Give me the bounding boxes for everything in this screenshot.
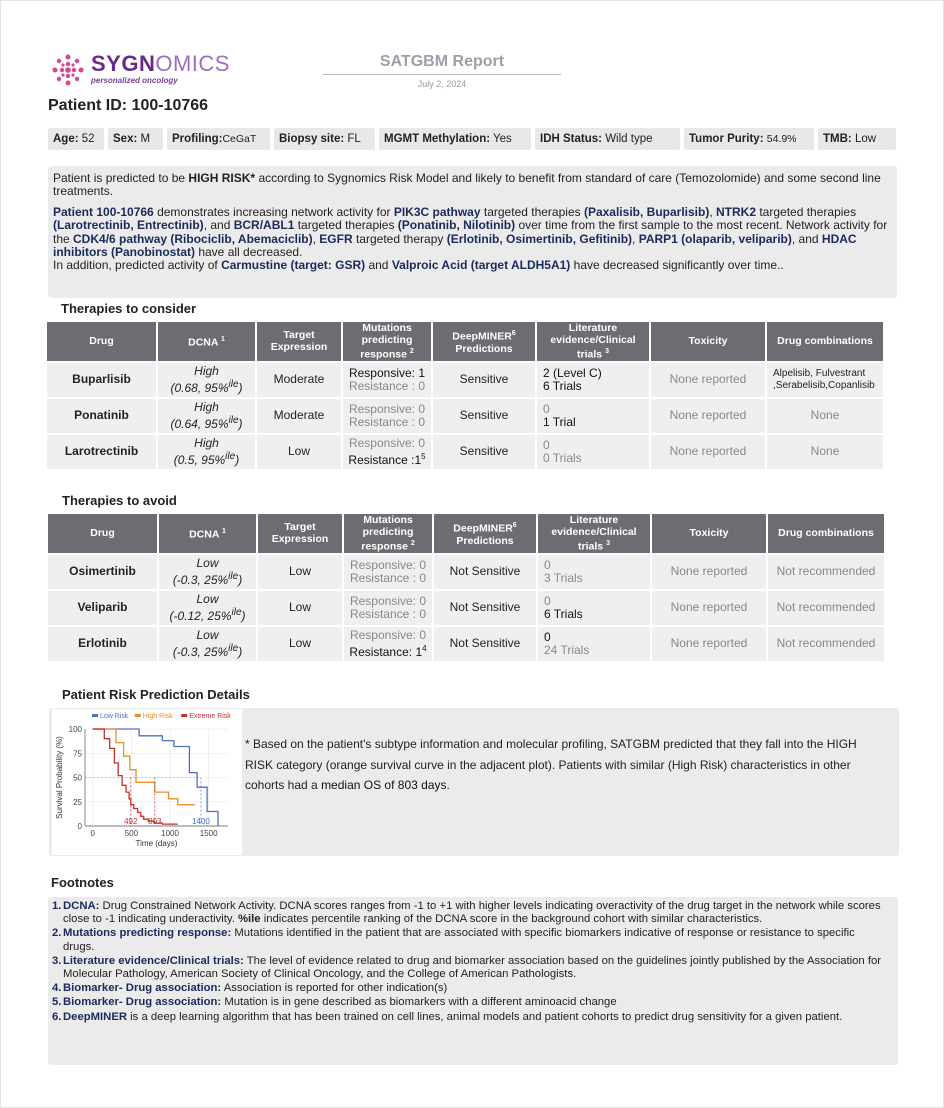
risk-description: * Based on the patient's subtype information and molecular profiling, SATGBM predicted that they fall into the HIGH RISK category (orange survival curve in the adjacent plot). Patients with similar (High Risk) characteristics in other cohorts had a median OS of 803 days.: [245, 737, 857, 792]
header-drug: Drug: [48, 514, 157, 553]
risk-title: Patient Risk Prediction Details: [62, 687, 250, 702]
median-marker-label: 803: [148, 817, 162, 826]
literature-evidence: 0 3 Trials: [538, 555, 650, 589]
mutations-response: Responsive: 0 Resistance : 0: [343, 399, 431, 433]
table-row: [47, 363, 883, 397]
drug-name: Larotrectinib: [47, 435, 156, 469]
table-header-row: [47, 322, 883, 361]
survival-chart: [52, 709, 242, 855]
survival-curve-extreme-risk: [93, 729, 178, 824]
toxicity: None reported: [651, 399, 765, 433]
mutations-response: Responsive: 0 Resistance : 0: [344, 591, 432, 625]
drug-name: Erlotinib: [48, 627, 157, 661]
footnotes-title: Footnotes: [51, 875, 114, 890]
idh-chip: IDH Status: Wild type: [535, 128, 680, 150]
avoid-table: [46, 512, 886, 663]
x-tick-label: 500: [124, 829, 139, 838]
footnote-item: 2. Mutations predicting response: Mutations identified in the patient that are associated with specific biomarkers indicative of response or resistance to specific drugs.: [52, 927, 855, 953]
target-expression: Low: [258, 555, 342, 589]
table-row: [48, 591, 884, 625]
chart-legend: [92, 713, 231, 720]
deepminer-prediction: Sensitive: [433, 399, 535, 433]
drug-combinations: Not recommended: [768, 627, 884, 661]
mutations-response: Responsive: 0 Resistance: $1^4$: [344, 627, 432, 661]
header-toxicity: Toxicity: [652, 514, 766, 553]
x-tick-label: 1000: [161, 829, 179, 838]
footnote-item: 1. DCNA: Drug Constrained Network Activity. DCNA scores ranges from -1 to +1 with higher levels indicating overactivity of the drug target in the network while scores close to -1 indicating underactivity. %ile indicates percentile ranking of the DCNA score in the background cohort with similar characteristics.: [52, 900, 881, 926]
target-expression: Low: [258, 627, 342, 661]
y-tick-label: 75: [73, 749, 82, 759]
legend-label: Extreme Risk: [189, 713, 231, 720]
deepminer-prediction: Sensitive: [433, 363, 535, 397]
consider-table: [45, 320, 885, 471]
header-combinations: Drug combinations: [767, 322, 883, 361]
network-activity-statement: Patient 100-10766 demonstrates increasing network activity for PIK3C pathway targeted therapies (Paxalisib, Buparlisib), NTRK2 targeted therapies (Larotrectinib, Entrectinib), and BCR/ABL1 targeted therapies (Ponatinib, Nilotinib) over time from the first sample to the most recent. Network activity for the CDK4/6 pathway (Ribociclib, Abemaciclib), EGFR targeted therapy (Erlotinib, Osimertinib, Gefitinib), PARP1 (olaparib, veliparib), and HDAC inhibitors (Panobinostat) have all decreased. In addition, predicted activity of Carmustine (target: GSR) and Valproic Acid (target ALDH5A1) have decreased significantly over time..: [53, 204, 888, 273]
footnote-item: 5. Biomarker- Drug association: Mutation is in gene described as biomarkers with a different aminoacid change: [52, 996, 617, 1009]
legend-swatch: [135, 714, 141, 717]
survival-curve-high-risk: [93, 729, 195, 805]
drug-combinations: None: [767, 399, 883, 433]
drug-combinations: Alpelisib, Fulvestrant ,Serabelisib,Copanlisib: [767, 363, 883, 397]
footnote-item: 6. DeepMINER is a deep learning algorithm that has been trained on cell lines, animal models and patient cohorts to predict drug sensitivity for a given patient.: [52, 1010, 843, 1023]
legend-swatch: [92, 714, 98, 717]
consider-title: Therapies to consider: [61, 301, 197, 316]
biopsy-chip: Biopsy site: FL: [274, 128, 375, 150]
header-literature: Literature evidence/Clinical trials $^3$: [537, 322, 649, 361]
target-expression: Moderate: [257, 399, 341, 433]
y-tick-label: 100: [68, 725, 82, 734]
dcna-value: Low (-0.3, 25%$^{ile}$): [159, 627, 256, 661]
deepminer-prediction: Not Sensitive: [434, 555, 536, 589]
header-dcna: DCNA $^1$: [158, 322, 255, 361]
drug-combinations: Not recommended: [768, 591, 884, 625]
drug-name: Ponatinib: [47, 399, 156, 433]
median-marker-label: 1400: [192, 817, 210, 826]
logo-dots-icon: [51, 53, 85, 87]
header-deepminer: DeepMINER$^6$ Predictions: [434, 514, 536, 553]
header-combinations: Drug combinations: [768, 514, 884, 553]
chart-labels: [55, 725, 218, 848]
header-toxicity: Toxicity: [651, 322, 765, 361]
tmb-chip: TMB: Low: [818, 128, 896, 150]
table-row: [47, 399, 883, 433]
footnote-item: 3. Literature evidence/Clinical trials: The level of evidence related to drug and biomarker association based on the guidelines jointly published by the Association for Molecular Pathology, American Society of Clinical Oncology, and the College of American Pathologists.: [52, 954, 882, 981]
drug-name: Osimertinib: [48, 555, 157, 589]
literature-evidence: 0 0 Trials: [537, 435, 649, 469]
legend-label: Low Risk: [100, 713, 129, 720]
footnotes-list: [52, 900, 882, 1025]
deepminer-prediction: Sensitive: [433, 435, 535, 469]
y-tick-label: 25: [73, 797, 82, 807]
header-dcna: DCNA $^1$: [159, 514, 256, 553]
literature-evidence: 2 (Level C) 6 Trials: [537, 363, 649, 397]
purity-chip: Tumor Purity: 54.9%: [684, 128, 814, 150]
profiling-chip: Profiling:CeGaT: [167, 128, 270, 150]
header-literature: Literature evidence/Clinical trials $^3$: [538, 514, 650, 553]
median-marker-label: 492: [124, 817, 138, 826]
header-target: Target Expression: [257, 322, 341, 361]
target-expression: Moderate: [257, 363, 341, 397]
dcna-value: High (0.64, 95%$^{ile}$): [158, 399, 255, 433]
dcna-value: High (0.5, 95%$^{ile}$): [158, 435, 255, 469]
mgmt-chip: MGMT Methylation: Yes: [379, 128, 531, 150]
x-axis-title: Time (days): [135, 839, 178, 848]
age-chip: Age: 52: [48, 128, 104, 150]
logo-tagline: personalized oncology: [91, 76, 178, 85]
deepminer-prediction: Not Sensitive: [434, 627, 536, 661]
mutations-response: Responsive: 1 Resistance : 0: [343, 363, 431, 397]
toxicity: None reported: [651, 363, 765, 397]
dcna-value: Low (-0.12, 25%$^{ile}$): [159, 591, 256, 625]
y-tick-label: 50: [73, 773, 82, 783]
table-row: [47, 435, 883, 469]
logo-wordmark: SYGNOMICS: [91, 51, 230, 76]
header-mutations: Mutations predicting response $^2$: [344, 514, 432, 553]
sygnomics-logo: [51, 51, 241, 91]
dcna-value: Low (-0.3, 25%$^{ile}$): [159, 555, 256, 589]
mutations-response: Responsive: 0 Resistance : 0: [344, 555, 432, 589]
deepminer-prediction: Not Sensitive: [434, 591, 536, 625]
mutations-response: Responsive: 0 Resistance $:1^5$: [343, 435, 431, 469]
literature-evidence: 0 1 Trial: [537, 399, 649, 433]
toxicity: None reported: [652, 591, 766, 625]
target-expression: Low: [258, 591, 342, 625]
sex-chip: Sex: M: [108, 128, 163, 150]
drug-name: Veliparib: [48, 591, 157, 625]
toxicity: None reported: [651, 435, 765, 469]
x-tick-label: 0: [90, 829, 95, 838]
table-row: [48, 555, 884, 589]
target-expression: Low: [257, 435, 341, 469]
legend-label: High Risk: [142, 713, 173, 720]
header-target: Target Expression: [258, 514, 342, 553]
drug-name: Buparlisib: [47, 363, 156, 397]
dcna-value: High (0.68, 95%$^{ile}$): [158, 363, 255, 397]
table-row: [48, 627, 884, 661]
patient-id: Patient ID: 100-10766: [48, 97, 209, 114]
risk-summary: [48, 166, 897, 298]
y-tick-label: 0: [77, 822, 82, 831]
report-title: SATGBM Report: [323, 53, 561, 75]
y-axis-title: Survival Probability (%): [55, 736, 64, 819]
report-date: July 2, 2024: [417, 79, 467, 89]
literature-evidence: 0 6 Trials: [538, 591, 650, 625]
avoid-title: Therapies to avoid: [62, 493, 177, 508]
legend-swatch: [181, 714, 187, 717]
literature-evidence: 0 24 Trials: [538, 627, 650, 661]
risk-panel: [49, 708, 899, 856]
header-mutations: Mutations predicting response $^2$: [343, 322, 431, 361]
drug-combinations: None: [767, 435, 883, 469]
x-tick-label: 1500: [199, 829, 218, 838]
toxicity: None reported: [652, 627, 766, 661]
header-drug: Drug: [47, 322, 156, 361]
risk-statement: Patient is predicted to be HIGH RISK* according to Sygnomics Risk Model and likely to benefit from standard of care (Temozolomide) and some second line treatments.: [53, 171, 881, 199]
drug-combinations: Not recommended: [768, 555, 884, 589]
toxicity: None reported: [652, 555, 766, 589]
table-header-row: [48, 514, 884, 553]
header-deepminer: DeepMINER$^6$ Predictions: [433, 322, 535, 361]
footnote-item: 4. Biomarker- Drug association: Association is reported for other indication(s): [52, 982, 448, 995]
